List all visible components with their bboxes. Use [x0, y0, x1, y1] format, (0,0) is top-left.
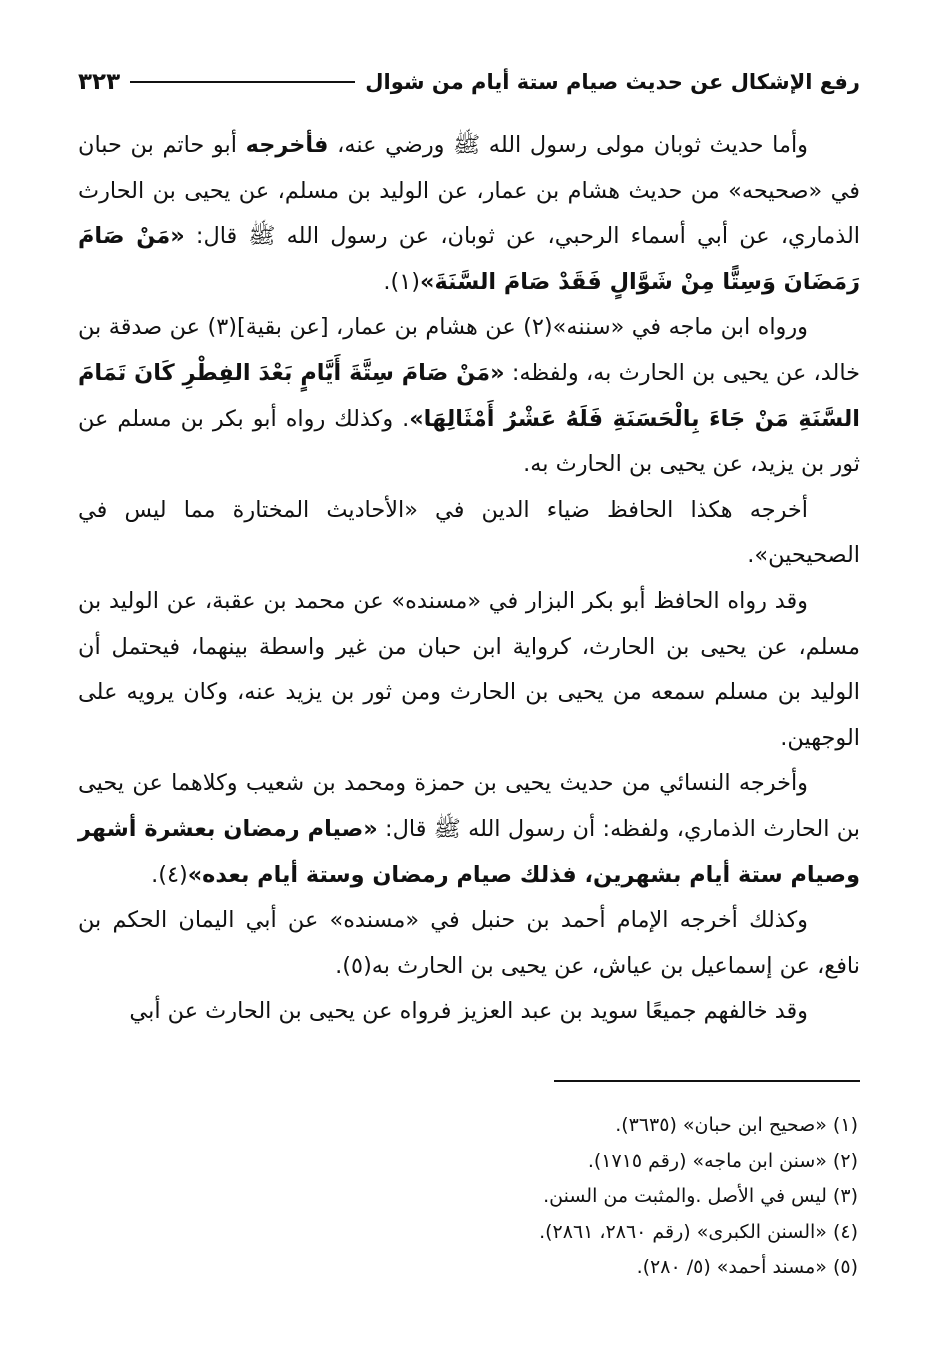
bold-text: «صيام رمضان بعشرة أشهر وصيام ستة أيام بشهرين، فذلك صيام رمضان وستة أيام بعده» [78, 815, 860, 888]
paragraph [78, 989, 860, 1035]
running-header [78, 62, 860, 102]
footnote-item: (١) «صحيح ابن حبان» (٣٦٣٥). [615, 1114, 858, 1136]
footnote-separator [554, 1080, 860, 1082]
text-run: وأما حديث ثوبان مولى رسول الله ﷺ ورضي عنه، [328, 132, 808, 158]
text-run: وأخرجه النسائي من حديث يحيى بن حمزة ومحمد بن شعيب وكلاهما عن يحيى بن الحارث الذماري، ولفظه: أن رسول الله ﷺ قال: [78, 770, 860, 842]
paragraph [78, 305, 860, 487]
text-run: وكذلك أخرجه الإمام أحمد بن حنبل في «مسنده» عن أبي اليمان الحكم بن نافع، عن إسماعيل بن عياش، عن يحيى بن الحارث به(٥). [78, 907, 860, 979]
paragraph [78, 488, 860, 579]
footnote-item: (٥) «مسند أحمد» (٥/ ٢٨٠). [636, 1256, 858, 1278]
header-title: رفع الإشكال عن حديث صيام ستة أيام من شوال [365, 70, 860, 94]
bold-text: فأخرجه [245, 132, 329, 158]
page-number: ٣٢٣ [78, 69, 121, 95]
text-run: . وكذلك رواه أبو بكر بن مسلم عن ثور بن يزيد، عن يحيى بن الحارث به. [78, 405, 860, 478]
text-run: أخرجه هكذا الحافظ ضياء الدين في «الأحاديث المختارة مما ليس في الصحيحين». [78, 496, 860, 569]
text-run: وقد رواه الحافظ أبو بكر البزار في «مسنده» عن محمد بن عقبة، عن الوليد بن مسلم، عن يحيى بن الحارث، كرواية ابن حبان من غير واسطة بينهما، فيحتمل أن الوليد بن مسلم سمعه من يحيى بن الحارث ومن ثور بن يزيد عنه، وكان يرويه على الوجهين. [78, 587, 860, 751]
text-run: أبو حاتم بن حبان في «صحيحه» من حديث هشام بن عمار، عن الوليد بن مسلم، عن يحيى بن الحارث الذماري، عن أبي أسماء الرحبي، عن ثوبان، عن رسول الله ﷺ قال: [78, 132, 860, 250]
footnote-item: (٤) «السنن الكبرى» (رقم ٢٨٦٠، ٢٨٦١). [539, 1220, 858, 1243]
footnote-item: (٢) «سنن ابن ماجه» (رقم ١٧١٥). [587, 1149, 858, 1172]
footnote-item: (٣) ليس في الأصل .والمثبت من السنن. [543, 1185, 858, 1207]
text-run: (٤). [151, 861, 188, 888]
header-rule [130, 81, 355, 83]
text-run: وقد خالفهم جميعًا سويد بن عبد العزيز فرواه عن يحيى بن الحارث عن أبي [129, 998, 808, 1025]
footnotes [78, 1108, 858, 1286]
bold-text: «مَنْ صَامَ سِتَّةَ أَيَّامٍ بَعْدَ الفِطْرِ كَانَ تَمَامَ السَّنَةِ مَنْ جَاءَ بِالْحَسَنَةِ فَلَهُ عَشْرُ أَمْثَالِهَا» [78, 359, 860, 432]
text-run: ورواه ابن ماجه في «سننه»(٢) عن هشام بن عمار، [عن بقية](٣) عن صدقة بن خالد، عن يحيى بن الحارث به، ولفظه: [78, 314, 861, 386]
paragraph [78, 579, 860, 761]
main-text [78, 123, 860, 1035]
text-run: (١). [383, 268, 421, 295]
paragraph [78, 898, 860, 989]
bold-text: «مَنْ صَامَ رَمَضَانَ وَسِتًّا مِنْ شَوَّالٍ فَقَدْ صَامَ السَّنَةَ» [78, 223, 860, 295]
paragraph [78, 123, 860, 305]
paragraph [78, 761, 860, 898]
